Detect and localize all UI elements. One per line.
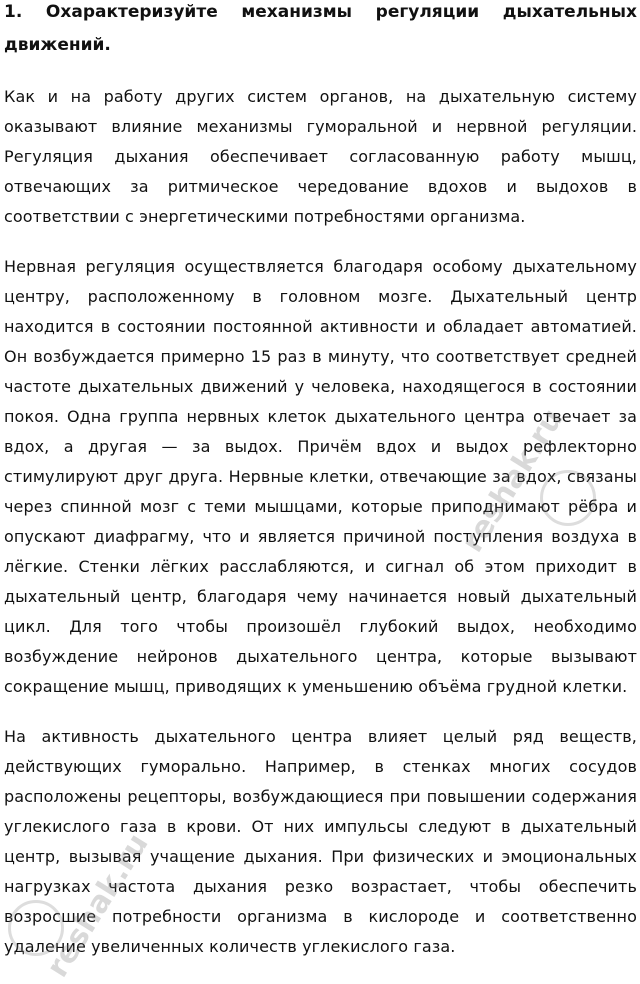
- paragraph-intro: Как и на работу других систем органов, на дыхательную систему оказывают влияние механизмы гуморальной и нервной регуляции. Регуляция дыхания обеспечивает согласованную работу мышц, отвечающих за ритмическое чередование вдохов и выдохов в соответствии с энергетическими потребностями организма.: [4, 87, 637, 226]
- paragraph-humoral-regulation: На активность дыхательного центра влияет целый ряд веществ, действующих гуморально. Например, в стенках многих сосудов расположены рецепторы, возбуждающиеся при повышении содержания углекислого газа в крови. От них импульсы следуют в дыхательный центр, вызывая учащение дыхания. При физических и эмоциональных нагрузках частота дыхания резко возрастает, чтобы обеспечить возросшие потребности организма в кислороде и соответственно удаление увеличенных количеств углекислого газа.: [4, 727, 637, 956]
- paragraph-nervous-regulation: Нервная регуляция осуществляется благодаря особому дыхательному центру, расположенному в головном мозге. Дыхательный центр находится в состоянии постоянной активности и обладает автоматией. Он возбуждается примерно 15 раз в минуту, что соответствует средней частоте дыхательных движений у человека, находящегося в состоянии покоя. Одна группа нервных клеток дыхательного центра отвечает за вдох, а другая — за выдох. Причём вдох и выдох рефлекторно стимулируют друг друга. Нервные клетки, отвечающие за вдох, связаны через спинной мозг с теми мышцами, которые приподнимают рёбра и опускают диафрагму, что и является причиной поступления воздуха в лёгкие. Стенки лёгких расслабляются, и сигнал об этом приходит в дыхательный центр, благодаря чему начинается новый дыхательный цикл. Для того чтобы произошёл глубокий выдох, необходимо возбуждение нейронов дыхательного центра, которые вызывают сокращение мышц, приводящих к уменьшению объёма грудной клетки.: [4, 257, 637, 696]
- watermark-text: reshak.ru: [40, 827, 156, 984]
- question-title: 1. Охарактеризуйте механизмы регуляции дыхательных движений.: [4, 2, 637, 55]
- document-page: [4, 0, 637, 962]
- watermark-text: reshak.ru: [455, 402, 571, 559]
